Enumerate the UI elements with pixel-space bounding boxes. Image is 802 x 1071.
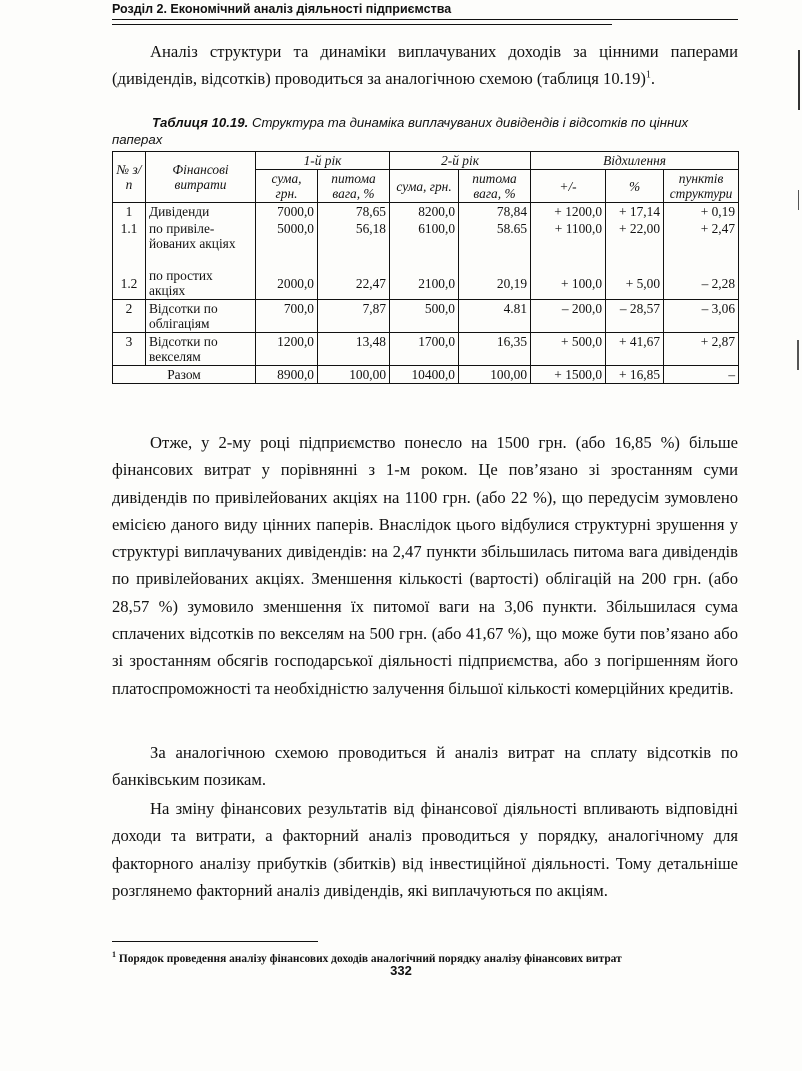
table-row: [113, 220, 739, 267]
total-sum-2: 10400,0: [390, 366, 459, 384]
header-share-2: питома вага, %: [459, 170, 531, 203]
header-percent: %: [606, 170, 664, 203]
header-deviation: Відхилення: [531, 152, 739, 170]
total-deviation: + 1500,0: [531, 366, 606, 384]
header-points: пунктів структури: [664, 170, 739, 203]
row-points: + 0,19: [664, 203, 739, 221]
row-deviation: – 200,0: [531, 300, 606, 333]
row-sum-2: 8200,0: [390, 203, 459, 221]
table-caption-text: Структура та динаміка виплачуваних дивідендів і відсотків по цінних паперах: [112, 115, 689, 147]
header-plus-minus: +/-: [531, 170, 606, 203]
total-share-2: 100,00: [459, 366, 531, 384]
row-name: Відсотки по облігаціям: [146, 300, 256, 333]
table-row: [113, 333, 739, 366]
row-points: + 2,87: [664, 333, 739, 366]
header-sum-1: сума, грн.: [256, 170, 318, 203]
row-points: + 2,47: [664, 220, 739, 267]
total-share-1: 100,00: [318, 366, 390, 384]
row-percent: + 41,67: [606, 333, 664, 366]
row-name: по привіле-йованих акціях: [146, 220, 256, 267]
row-sum-1: 1200,0: [256, 333, 318, 366]
row-deviation: + 500,0: [531, 333, 606, 366]
row-share-2: 4.81: [459, 300, 531, 333]
footnote-ref[interactable]: 1: [645, 69, 651, 81]
total-sum-1: 8900,0: [256, 366, 318, 384]
row-sum-2: 2100,0: [390, 267, 459, 300]
table-total-row: [113, 366, 739, 384]
row-percent: + 22,00: [606, 220, 664, 267]
table-caption-label: Таблиця 10.19.: [152, 115, 249, 130]
total-percent: + 16,85: [606, 366, 664, 384]
row-percent: + 5,00: [606, 267, 664, 300]
row-deviation: + 1200,0: [531, 203, 606, 221]
header-rule: [112, 19, 738, 20]
total-points: –: [664, 366, 739, 384]
row-share-1: 56,18: [318, 220, 390, 267]
row-points: – 3,06: [664, 300, 739, 333]
scan-edge-marks: [794, 40, 802, 400]
intro-end: .: [650, 69, 656, 89]
row-no: 3: [113, 333, 146, 366]
row-sum-2: 500,0: [390, 300, 459, 333]
row-points: – 2,28: [664, 267, 739, 300]
row-sum-2: 1700,0: [390, 333, 459, 366]
row-sum-1: 5000,0: [256, 220, 318, 267]
row-share-2: 16,35: [459, 333, 531, 366]
header-rule-secondary: [112, 24, 612, 25]
row-no: 1: [113, 203, 146, 221]
footnote-rule: [112, 941, 318, 942]
table-row: [113, 300, 739, 333]
row-sum-2: 6100,0: [390, 220, 459, 267]
bank-loans-paragraph: За аналогічною схемою проводиться й аналіз витрат на сплату відсотків по банківським позикам.: [112, 743, 738, 790]
row-sum-1: 2000,0: [256, 267, 318, 300]
row-sum-1: 700,0: [256, 300, 318, 333]
row-share-1: 13,48: [318, 333, 390, 366]
header-year1: 1-й рік: [256, 152, 390, 170]
table-row: [113, 267, 739, 300]
total-label: Разом: [113, 366, 256, 384]
running-header: Розділ 2. Економічний аналіз діяльності підприємства: [112, 2, 452, 16]
header-share-1: питома вага, %: [318, 170, 390, 203]
header-no: № з/п: [113, 152, 146, 203]
footnote-text: Порядок проведення аналізу фінансових доходів аналогічний порядку аналізу фінансових витрат: [118, 952, 622, 965]
row-name: Відсотки по векселям: [146, 333, 256, 366]
row-name: по простих акціях: [146, 267, 256, 300]
factor-analysis-paragraph: На зміну фінансових результатів від фінансової діяльності впливають відповідні доходи та витрати, а факторний аналіз проводиться у порядку, аналогічному для факторного аналізу прибутків (збитків) від інвестиційної діяльності. Тому детальніше розглянемо факторний аналіз дивідендів, які виплачуються по акціям.: [112, 799, 738, 900]
footnote-number: 1: [112, 950, 116, 959]
table-caption: [112, 114, 738, 148]
header-year2: 2-й рік: [390, 152, 531, 170]
row-percent: + 17,14: [606, 203, 664, 221]
row-share-1: 7,87: [318, 300, 390, 333]
row-no: 2: [113, 300, 146, 333]
row-name: Дивіденди: [146, 203, 256, 221]
row-no: 1.2: [113, 267, 146, 300]
row-deviation: + 100,0: [531, 267, 606, 300]
row-deviation: + 1100,0: [531, 220, 606, 267]
intro-text: Аналіз структури та динаміки виплачуваних доходів за цінними паперами (дивідендів, відсотків) проводиться за аналогічною схемою (таблиця 10.19): [112, 42, 738, 89]
analysis-paragraph: Отже, у 2-му році підприємство понесло на 1500 грн. (або 16,85 %) більше фінансових витрат у порівнянні з 1-м роком. Це пов’язано зі зростанням суми дивідендів по привілейованих акціях на 1100 грн. (або 22 %), що передусім зумовлено емісією даного виду цінних паперів. Внаслідок цього відбулися структурні зрушення у структурі виплачуваних дивідендів: на 2,47 пункти збільшилась питома вага дивідендів по привілейованих акціях. Зменшення кількості (вартості) облігацій на 200 грн. (або 28,57 %) зумовило зменшення їх питомої ваги на 3,06 пункти. Збільшилася сума сплачених відсотків по векселям на 500 грн. (або 41,67 %), що може бути пов’язано або зі зростанням обсягів господарської діяльності підприємства, або з погіршенням його платоспроможності та необхідністю залучення більшої кількості комерційних кредитів.: [112, 433, 738, 698]
row-share-2: 78,84: [459, 203, 531, 221]
row-sum-1: 7000,0: [256, 203, 318, 221]
table-row: [113, 203, 739, 221]
row-share-2: 58.65: [459, 220, 531, 267]
header-item: Фінансові витрати: [146, 152, 256, 203]
row-percent: – 28,57: [606, 300, 664, 333]
intro-paragraph: [112, 38, 738, 93]
dividends-table: [112, 151, 739, 384]
page-number: 332: [390, 963, 412, 978]
header-sum-2: сума, грн.: [390, 170, 459, 203]
row-share-1: 78,65: [318, 203, 390, 221]
row-share-1: 22,47: [318, 267, 390, 300]
row-no: 1.1: [113, 220, 146, 267]
row-share-2: 20,19: [459, 267, 531, 300]
